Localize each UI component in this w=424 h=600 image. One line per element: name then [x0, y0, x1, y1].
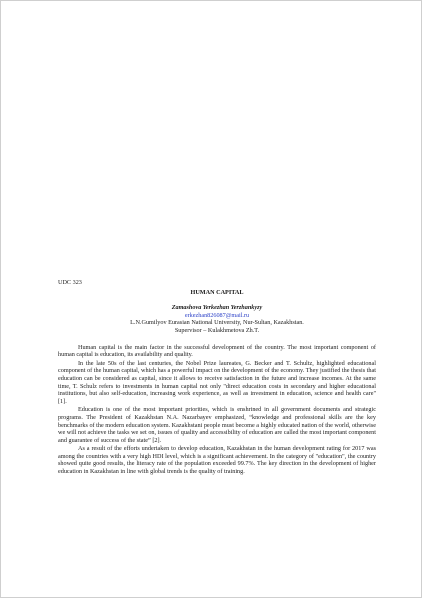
- author-email: erkezhan826087@mail.ru: [184, 311, 250, 319]
- paragraph: As a result of the efforts undertaken to develop education, Kazakhstan in the human development rating for 2017 was among the countries with a very high HDI level, which is a significant achievement. In the category of "education", the country showed quite good results, the literacy rate of the population exceeded 99.7%. The key direction in the development of higher education in Kazakhstan in line with global trends is the quality of training.: [58, 445, 376, 476]
- author-affiliation: L.N.Gumilyov Eurasian National University, Nur-Sultan, Kazakhstan.: [130, 319, 304, 327]
- paragraph: Education is one of the most important priorities, which is enshrined in all government documents and strategic programs. The President of Kazakhstan N.A. Nazarbayev emphasized, “knowledge and professional skills are the key benchmarks of the modern education system. Kazakhstani people must become a highly educated nation of the world, otherwise we will not achieve the tasks we set on, issues of quality and accessibility of education are called the most important component and guarantee of success of the state” [2].: [58, 406, 376, 444]
- paper-title: HUMAN CAPITAL: [190, 288, 244, 296]
- paragraph: In the late 50s of the last centuries, the Nobel Prize laureates, G. Becker and T. Schultz, highlighted educational component of the human capital, which has a powerful impact on the development of the economy. They justified the thesis that education can be considered as capital, since it allows to receive satisfaction in the future and increase incomes. At the same time, T. Schulz refers to investments in human capital not only "direct education costs in secondary and higher educational institutions, but also self-education, increasing work experience, as well as investment in education, science and health care" [1].: [58, 359, 376, 405]
- author-block: [58, 304, 376, 334]
- udc-code: UDC 323: [58, 279, 82, 286]
- supervisor: Supervisor – Kulakhmetova Zh.T.: [174, 326, 260, 334]
- paragraph: Human capital is the main factor in the successful development of the country. The most important component of human capital is education, its availability and quality.: [58, 343, 376, 359]
- paper-body: [58, 279, 376, 477]
- author-name: Zamashova Yerkezhan Yerzhankyzy: [171, 304, 263, 312]
